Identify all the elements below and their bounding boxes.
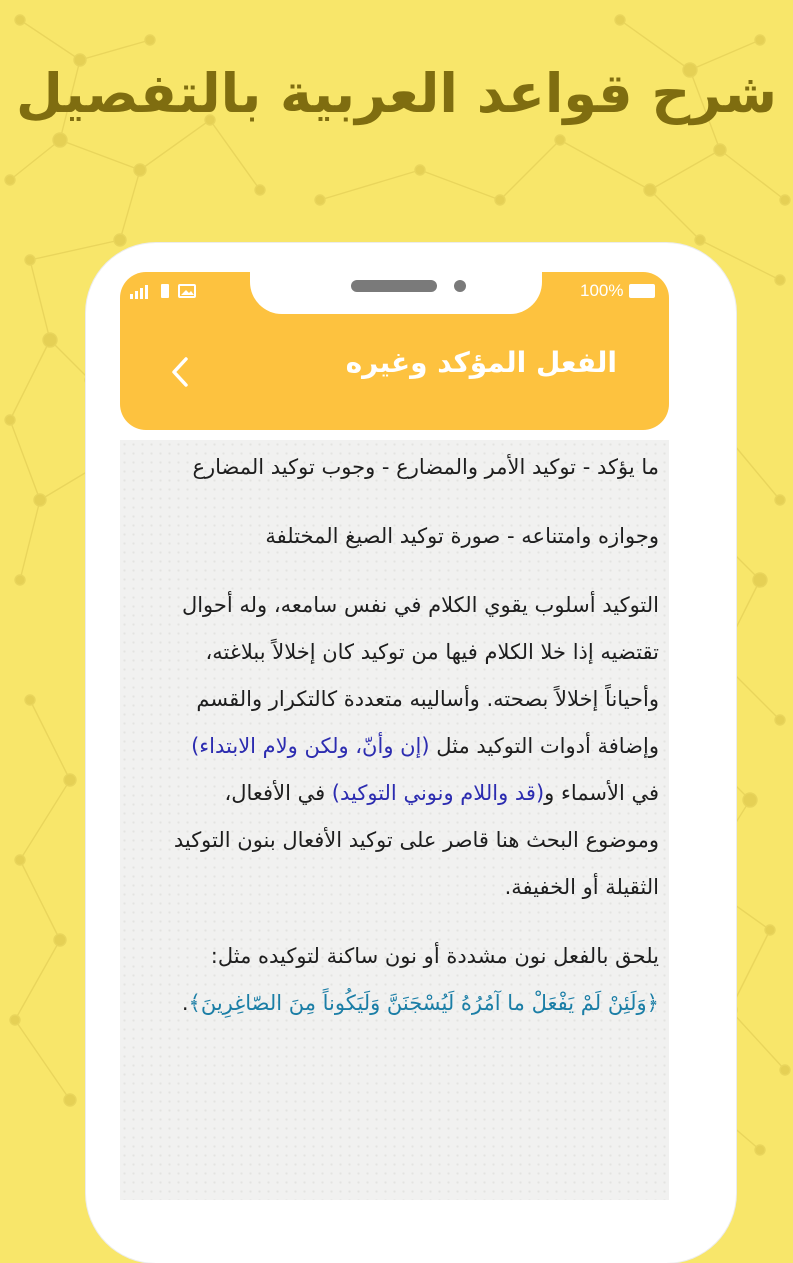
status-bar-left [130, 282, 196, 300]
phone-camera [454, 280, 466, 292]
image-icon [178, 283, 196, 299]
article-content[interactable] [120, 440, 669, 1200]
battery-icon [629, 284, 655, 298]
signal-icon [130, 283, 152, 299]
highlight-verb-tools: (قد واللام ونوني التوكيد) [331, 781, 545, 805]
paragraph-example [159, 933, 659, 1027]
chevron-left-icon [168, 355, 192, 389]
phone-speaker [351, 280, 437, 292]
back-button[interactable] [160, 350, 200, 394]
battery-small-icon [160, 283, 170, 299]
status-bar-right [580, 281, 655, 301]
quran-quote: ﴿وَلَئِنْ لَمْ يَفْعَلْ ما آمُرُهُ لَيُسْجَنَنَّ وَلَيَكُوناً مِنَ الصّاغِرِينَ﴾ [188, 991, 659, 1015]
paragraph-text: . [181, 991, 189, 1015]
summary-line-2: وجوازه وامتناعه - صورة توكيد الصيغ المختلفة [265, 524, 659, 548]
article-body [159, 444, 659, 1049]
paragraph-text: في الأفعال، وموضوع البحث هنا قاصر على توكيد الأفعال بنون التوكيد الثقيلة أو الخفيفة. [173, 781, 659, 899]
paragraph-text: يلحق بالفعل نون مشددة أو نون ساكنة لتوكيده مثل: [210, 944, 659, 968]
paragraph-text: في الأسماء و [544, 781, 659, 805]
paragraph-definition [159, 582, 659, 911]
battery-percentage: 100% [580, 281, 624, 300]
page-title: الفعل المؤكد وغيره [345, 346, 617, 379]
promo-title: شرح قواعد العربية بالتفصيل [16, 62, 777, 125]
paragraph-text: التوكيد أسلوب يقوي الكلام في نفس سامعه، وله أحوال تقتضيه إذا خلا الكلام فيها من توكيد كان إخلالاً ببلاغته، وأحياناً إخلالاً بصحته. وأساليبه متعددة كالتكرار والقسم وإضافة أدوات التوكيد مثل [181, 593, 659, 758]
summary-line-1: ما يؤكد - توكيد الأمر والمضارع - وجوب توكيد المضارع [192, 455, 659, 479]
highlight-noun-tools: (إن وأنّ، ولكن ولام الابتداء) [191, 734, 430, 758]
